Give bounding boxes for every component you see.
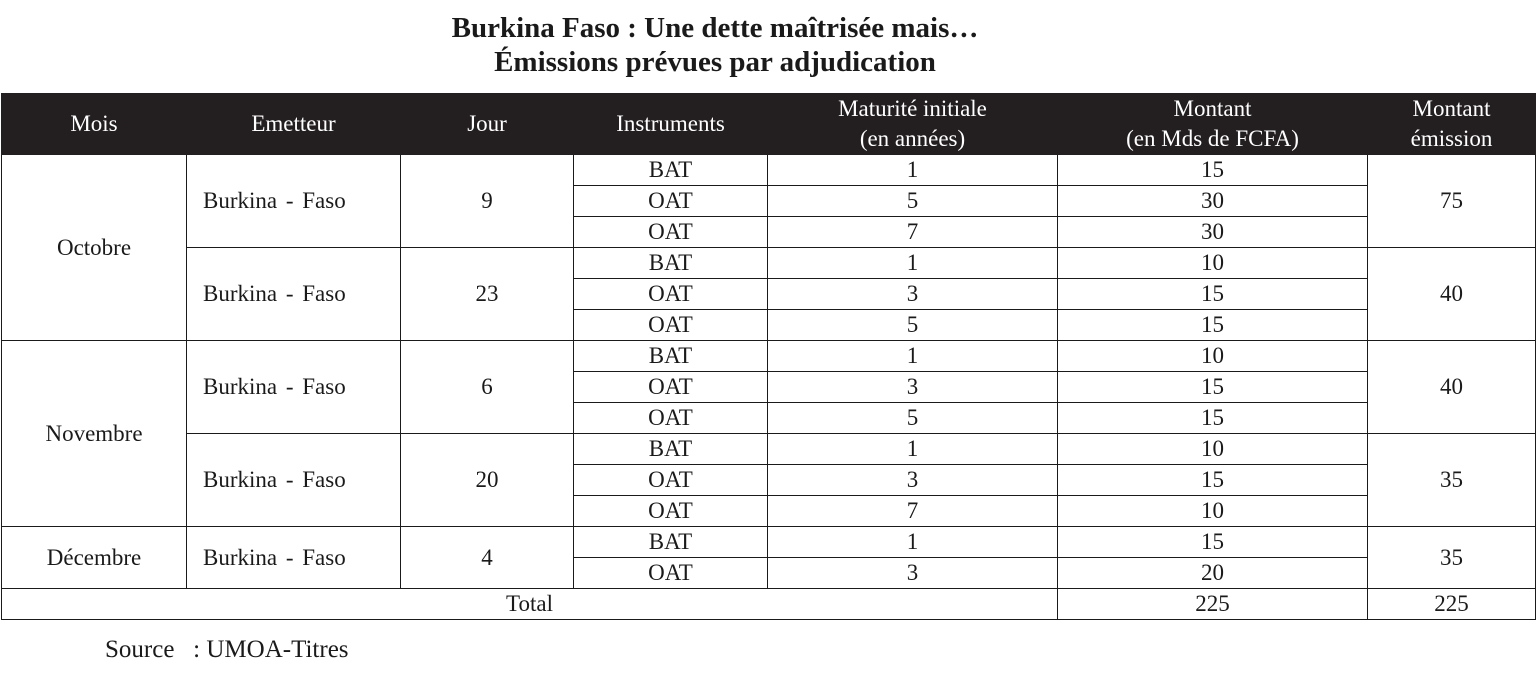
header-montant bbox=[1058, 94, 1368, 155]
maturite-cell: 5 bbox=[768, 310, 1058, 341]
maturite-cell: 1 bbox=[768, 434, 1058, 465]
table-body bbox=[2, 155, 1536, 589]
montant-cell: 15 bbox=[1058, 527, 1368, 558]
maturite-cell: 5 bbox=[768, 186, 1058, 217]
header-emission-line-1: Montant bbox=[1412, 96, 1491, 121]
montant-emission-cell: 75 bbox=[1368, 155, 1536, 248]
header-montant-emission bbox=[1368, 94, 1536, 155]
header-emetteur: Emetteur bbox=[187, 94, 401, 155]
table-title bbox=[0, 10, 1430, 78]
montant-cell: 15 bbox=[1058, 310, 1368, 341]
instrument-cell: OAT bbox=[574, 496, 768, 527]
montant-emission-cell: 40 bbox=[1368, 248, 1536, 341]
source-label: Source bbox=[105, 636, 175, 663]
total-row bbox=[2, 589, 1536, 620]
maturite-cell: 7 bbox=[768, 217, 1058, 248]
instrument-cell: OAT bbox=[574, 465, 768, 496]
jour-cell: 9 bbox=[401, 155, 574, 248]
table-row bbox=[2, 527, 1536, 558]
instrument-cell: OAT bbox=[574, 279, 768, 310]
table-row bbox=[2, 434, 1536, 465]
mois-cell: Octobre bbox=[2, 155, 187, 341]
maturite-cell: 3 bbox=[768, 372, 1058, 403]
header-maturite-line-1: Maturité initiale bbox=[838, 96, 987, 121]
emissions-table bbox=[1, 93, 1536, 620]
header-montant-line-1: Montant bbox=[1173, 96, 1252, 121]
montant-emission-cell: 35 bbox=[1368, 527, 1536, 589]
maturite-cell: 3 bbox=[768, 558, 1058, 589]
montant-cell: 15 bbox=[1058, 465, 1368, 496]
instrument-cell: OAT bbox=[574, 217, 768, 248]
header-montant-line-2: (en Mds de FCFA) bbox=[1126, 126, 1299, 151]
total-label: Total bbox=[2, 589, 1058, 620]
montant-cell: 20 bbox=[1058, 558, 1368, 589]
montant-cell: 30 bbox=[1058, 186, 1368, 217]
title-line-1: Burkina Faso : Une dette maîtrisée mais… bbox=[451, 12, 979, 44]
emetteur-cell: Burkina - Faso bbox=[187, 248, 401, 341]
montant-cell: 10 bbox=[1058, 248, 1368, 279]
header-instruments: Instruments bbox=[574, 94, 768, 155]
montant-cell: 10 bbox=[1058, 341, 1368, 372]
instrument-cell: OAT bbox=[574, 186, 768, 217]
instrument-cell: BAT bbox=[574, 527, 768, 558]
total-montant: 225 bbox=[1058, 589, 1368, 620]
total-emission: 225 bbox=[1368, 589, 1536, 620]
maturite-cell: 1 bbox=[768, 527, 1058, 558]
jour-cell: 4 bbox=[401, 527, 574, 589]
header-maturite bbox=[768, 94, 1058, 155]
source-value: : UMOA-Titres bbox=[193, 636, 349, 663]
montant-emission-cell: 35 bbox=[1368, 434, 1536, 527]
instrument-cell: OAT bbox=[574, 310, 768, 341]
instrument-cell: BAT bbox=[574, 248, 768, 279]
header-jour: Jour bbox=[401, 94, 574, 155]
montant-cell: 10 bbox=[1058, 434, 1368, 465]
title-line-2: Émissions prévues par adjudication bbox=[494, 46, 936, 78]
jour-cell: 6 bbox=[401, 341, 574, 434]
maturite-cell: 1 bbox=[768, 155, 1058, 186]
instrument-cell: BAT bbox=[574, 155, 768, 186]
montant-emission-cell: 40 bbox=[1368, 341, 1536, 434]
mois-cell: Décembre bbox=[2, 527, 187, 589]
instrument-cell: BAT bbox=[574, 434, 768, 465]
header-maturite-line-2: (en années) bbox=[859, 126, 966, 151]
source-note bbox=[105, 634, 349, 666]
emetteur-cell: Burkina - Faso bbox=[187, 341, 401, 434]
header-emission-line-2: émission bbox=[1410, 126, 1493, 151]
maturite-cell: 3 bbox=[768, 465, 1058, 496]
table-row bbox=[2, 155, 1536, 186]
instrument-cell: OAT bbox=[574, 558, 768, 589]
maturite-cell: 1 bbox=[768, 248, 1058, 279]
mois-cell: Novembre bbox=[2, 341, 187, 527]
montant-cell: 15 bbox=[1058, 372, 1368, 403]
instrument-cell: BAT bbox=[574, 341, 768, 372]
montant-cell: 10 bbox=[1058, 496, 1368, 527]
table-row bbox=[2, 341, 1536, 372]
montant-cell: 15 bbox=[1058, 155, 1368, 186]
montant-cell: 30 bbox=[1058, 217, 1368, 248]
header-row bbox=[2, 94, 1536, 155]
instrument-cell: OAT bbox=[574, 372, 768, 403]
maturite-cell: 5 bbox=[768, 403, 1058, 434]
instrument-cell: OAT bbox=[574, 403, 768, 434]
maturite-cell: 7 bbox=[768, 496, 1058, 527]
montant-cell: 15 bbox=[1058, 279, 1368, 310]
jour-cell: 23 bbox=[401, 248, 574, 341]
montant-cell: 15 bbox=[1058, 403, 1368, 434]
jour-cell: 20 bbox=[401, 434, 574, 527]
header-mois: Mois bbox=[2, 94, 187, 155]
table-row bbox=[2, 248, 1536, 279]
emetteur-cell: Burkina - Faso bbox=[187, 155, 401, 248]
emetteur-cell: Burkina - Faso bbox=[187, 434, 401, 527]
maturite-cell: 3 bbox=[768, 279, 1058, 310]
emetteur-cell: Burkina - Faso bbox=[187, 527, 401, 589]
maturite-cell: 1 bbox=[768, 341, 1058, 372]
